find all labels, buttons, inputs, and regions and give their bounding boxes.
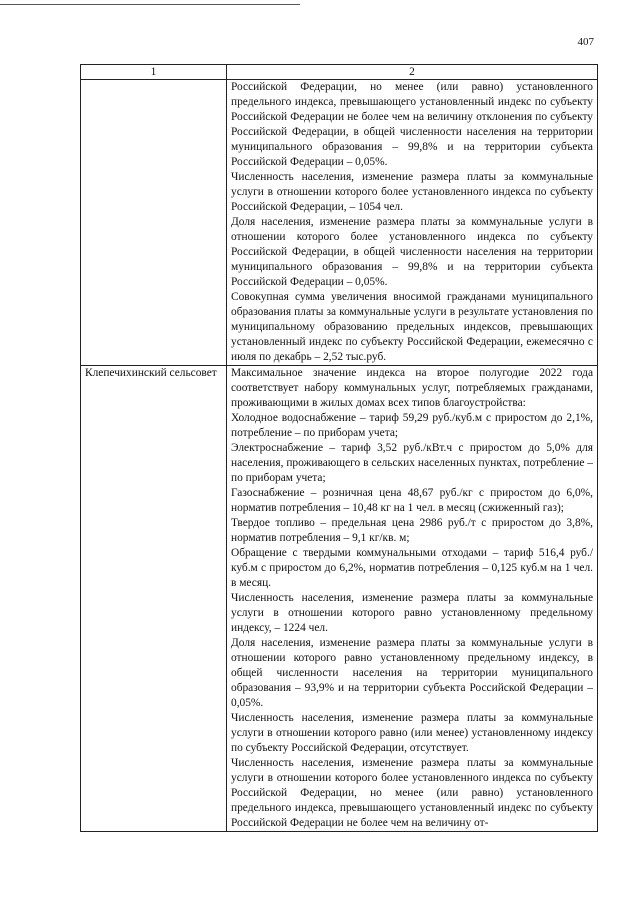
table-header-row	[81, 65, 598, 80]
paragraph: Твердое топливо – предельная цена 2986 руб./т с приростом до 3,8%, норматив потребления – 9,1 кг/кв. м;	[231, 517, 593, 544]
paragraph: Численность населения, изменение размера платы за коммунальные услуги в отношении которого более установленного индекса по субъекту Российской Федерации, но менее (или равно) установленного предельного индекса, превышающего установленный индекс по субъекту Российской Федерации не более чем на величину от-	[231, 757, 593, 829]
paragraph: Доля населения, изменение размера платы за коммунальные услуги в отношении которого более установленного индекса по субъекту Российской Федерации, в общей численности населения на территории муниципального образования – 99,8% и на территории субъекта Российской Федерации – 0,05%.	[231, 216, 593, 288]
column-header-1: 1	[81, 65, 227, 80]
document-table	[80, 64, 598, 832]
column-header-2: 2	[227, 65, 598, 80]
paragraph: Численность населения, изменение размера платы за коммунальные услуги в отношении которого равно (или менее) установленному индексу по субъекту Российской Федерации, отсутствует.	[231, 712, 593, 754]
paragraph: Численность населения, изменение размера платы за коммунальные услуги в отношении которого равно установленному предельному индексу, – 1224 чел.	[231, 592, 593, 634]
scan-edge-line	[0, 4, 300, 5]
table-row	[81, 366, 598, 832]
paragraph: Обращение с твердыми коммунальными отходами – тариф 516,4 руб./куб.м с приростом до 6,2%, норматив потребления – 0,125 куб.м на 1 чел. в месяц.	[231, 547, 593, 589]
paragraph: Совокупная сумма увеличения вносимой гражданами муниципального образования платы за коммунальные услуги в результате установления по муниципальному образованию предельных индексов, превышающих установленный индекс по субъекту Российской Федерации, ежемесячно с июля по декабрь – 2,52 тыс.руб.	[231, 291, 593, 363]
municipality-name-cell: Клепечихинский сельсовет	[81, 366, 227, 832]
table-row	[81, 80, 598, 366]
description-cell	[227, 366, 598, 832]
paragraph: Максимальное значение индекса на второе полугодие 2022 года соответствует набору коммунальных услуг, потребляемых гражданами, проживающими в жилых домах всех типов благоустройства:	[231, 367, 593, 409]
paragraph: Газоснабжение – розничная цена 48,67 руб./кг с приростом до 6,0%, норматив потребления – 10,48 кг на 1 чел. в месяц (сжиженный газ);	[231, 487, 593, 514]
description-cell	[227, 80, 598, 366]
paragraph: Российской Федерации, но менее (или равно) установленного предельного индекса, превышающего установленный индекс по субъекту Российской Федерации не более чем на величину отклонения по субъекту Российской Федерации, в общей численности населения на территории муниципального образования – 99,8% и на территории субъекта Российской Федерации – 0,05%.	[231, 81, 593, 168]
municipality-name-cell	[81, 80, 227, 366]
page-number: 407	[577, 36, 594, 48]
paragraph: Электроснабжение – тариф 3,52 руб./кВт.ч с приростом до 5,0% для населения, проживающего в сельских населенных пунктах, потребление – по приборам учета;	[231, 442, 593, 484]
paragraph: Холодное водоснабжение – тариф 59,29 руб./куб.м с приростом до 2,1%, потребление – по приборам учета;	[231, 412, 593, 439]
paragraph: Численность населения, изменение размера платы за коммунальные услуги в отношении которого более установленного индекса по субъекту Российской Федерации, – 1054 чел.	[231, 171, 593, 213]
paragraph: Доля населения, изменение размера платы за коммунальные услуги в отношении которого равно установленному предельному индексу, в общей численности населения на территории муниципального образования – 93,9% и на территории субъекта Российской Федерации – 0,05%.	[231, 637, 593, 709]
